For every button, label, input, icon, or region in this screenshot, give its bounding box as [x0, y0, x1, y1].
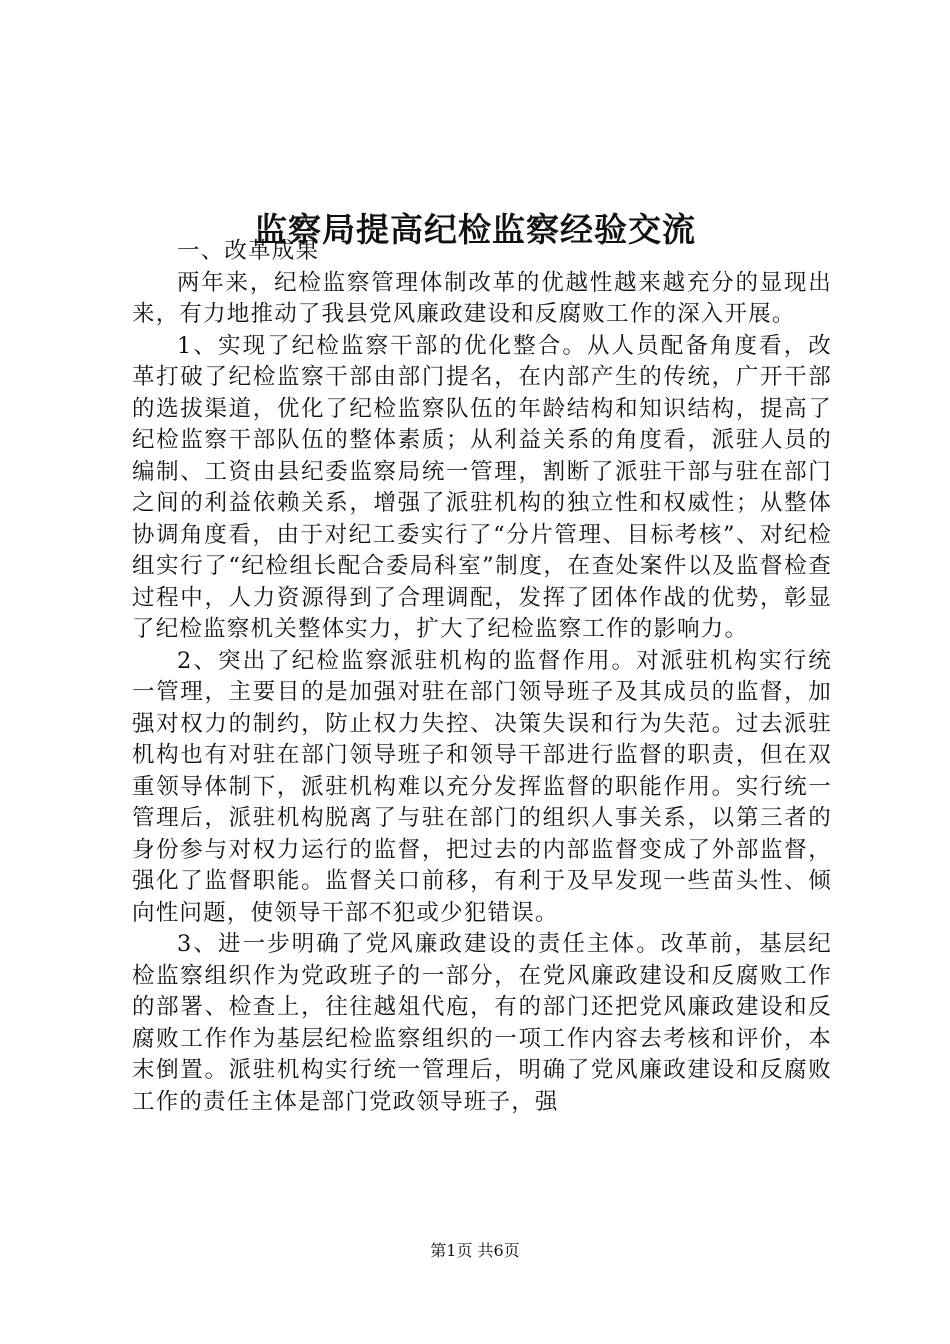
section-heading: 一、改革成果 [177, 238, 320, 264]
paragraph-intro: 两年来，纪检监察管理体制改革的优越性越来越充分的显现出来，有力地推动了我县党风廉政建设和反腐败工作的深入开展。 [132, 269, 832, 327]
page-number-footer: 第1页 共6页 [430, 1241, 520, 1260]
paragraph-point-1: 1、实现了纪检监察干部的优化整合。从人员配备角度看，改革打破了纪检监察干部由部门提名，在内部产生的传统，广开干部的选拔渠道，优化了纪检监察队伍的年龄结构和知识结构，提高了纪检监察干部队伍的整体素质；从利益关系的角度看，派驻人员的编制、工资由县纪委监察局统一管理，割断了派驻干部与驻在部门之间的利益依赖关系，增强了派驻机构的独立性和权威性；从整体协调角度看，由于对纪工委实行了“分片管理、目标考核”、对纪检组实行了“纪检组长配合委局科室”制度，在查处案件以及监督检查过程中，人力资源得到了合理调配，发挥了团体作战的优势，彰显了纪检监察机关整体实力，扩大了纪检监察工作的影响力。 [132, 332, 832, 642]
paragraph-point-2: 2、突出了纪检监察派驻机构的监督作用。对派驻机构实行统一管理，主要目的是加强对驻在部门领导班子及其成员的监督，加强对权力的制约，防止权力失控、决策失误和行为失范。过去派驻机构也有对驻在部门领导班子和领导干部进行监督的职责，但在双重领导体制下，派驻机构难以充分发挥监督的职能作用。实行统一管理后，派驻机构脱离了与驻在部门的组织人事关系，以第三者的身份参与对权力运行的监督，把过去的内部监督变成了外部监督，强化了监督职能。监督关口前移，有利于及早发现一些苗头性、倾向性问题，使领导干部不犯或少犯错误。 [132, 647, 832, 926]
paragraph-point-3: 3、进一步明确了党风廉政建设的责任主体。改革前，基层纪检监察组织作为党政班子的一部分，在党风廉政建设和反腐败工作的部署、检查上，往往越俎代庖，有的部门还把党风廉政建设和反腐败工作作为基层纪检监察组织的一项工作内容去考核和评价，本末倒置。派驻机构实行统一管理后，明确了党风廉政建设和反腐败工作的责任主体是部门党政领导班子，强 [132, 931, 832, 1115]
document-title: 监察局提高纪检监察经验交流 [254, 210, 696, 250]
document-body [132, 236, 832, 1118]
